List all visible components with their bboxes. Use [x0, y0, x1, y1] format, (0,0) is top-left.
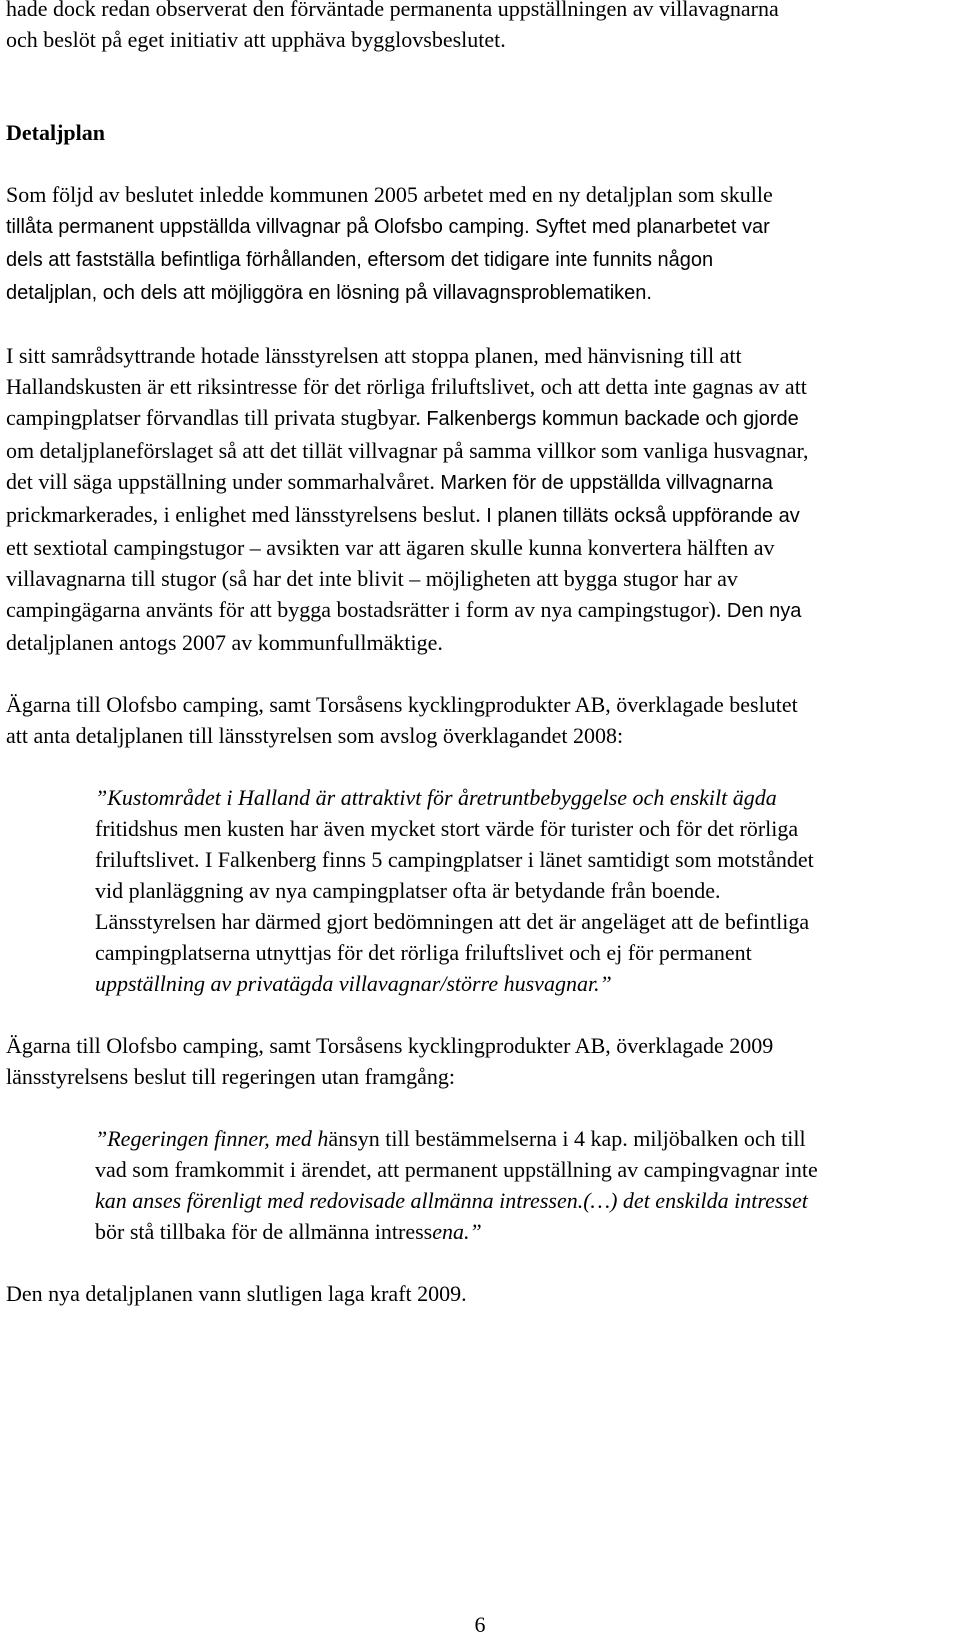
text-line: det vill säga uppställning under sommarhalvåret. [6, 469, 435, 494]
intro-line: och beslöt på eget initiativ att upphäva bygglovsbeslutet. [6, 27, 506, 52]
text-line: campingplatserna utnyttjas för det rörliga friluftslivet och ej för permanent [95, 940, 752, 965]
text-line: campingplatser förvandlas till privata stugbyar. [6, 405, 421, 430]
text-line: vad som framkommit i ärendet, att permanent uppställning av campingvagnar inte [95, 1157, 818, 1182]
text-line: ”Regeringen finner, med h [95, 1126, 329, 1151]
text-line: Marken för de uppställda villvagnarna [440, 472, 773, 494]
text-line: fritidshus men kusten har även mycket stort värde för turister och för det rörliga [95, 816, 799, 841]
spacer [6, 86, 956, 117]
text-line: detaljplanen antogs 2007 av kommunfullmäktige. [6, 630, 443, 655]
text-line: villavagnarna till stugor (så har det inte blivit – möjligheten att bygga stugor har av [6, 566, 738, 591]
text-line: Ägarna till Olofsbo camping, samt Torsåsens kycklingprodukter AB, överklagade 2009 [6, 1033, 774, 1058]
page-number: 6 [474, 1612, 486, 1637]
text-line: Den nya [726, 600, 802, 622]
text-line: detaljplan, och dels att möjliggöra en lösning på villavagnsproblematiken. [6, 282, 652, 304]
text-line: ”Kustområdet i Halland är attraktivt för åretruntbebyggelse och enskilt ägda [95, 785, 777, 810]
text-line: att anta detaljplanen till länsstyrelsen som avslog överklagandet 2008: [6, 723, 624, 748]
text-line: länsstyrelsens beslut till regeringen utan framgång: [6, 1064, 456, 1089]
text-line: Länsstyrelsen har därmed gjort bedömningen att det är angeläget att de befintliga [95, 909, 810, 934]
text-line: campingägarna använts för att bygga bostadsrätter i form av nya campingstugor). [6, 597, 722, 622]
quote-regeringen [95, 1123, 955, 1247]
text-line: ena.” [432, 1219, 482, 1244]
text-line: friluftslivet. I Falkenberg finns 5 campingplatser i länet samtidigt som motståndet [95, 847, 814, 872]
document-page [6, 0, 956, 1340]
text-line: bör stå tillbaka för de allmänna intress [95, 1219, 433, 1244]
text-line: uppställning av privatägda villavagnar/större husvagnar.” [95, 971, 612, 996]
text-line: Ägarna till Olofsbo camping, samt Torsåsens kycklingprodukter AB, överklagade beslutet [6, 692, 798, 717]
text-line: kan anses förenligt med redovisade allmänna intressen.(…) det enskilda intresset [95, 1188, 808, 1213]
text-line: Falkenbergs kommun backade och gjorde [426, 408, 799, 430]
text-line: dels att fastställa befintliga förhållanden, eftersom det tidigare inte funnits någon [6, 249, 714, 271]
text-line: ett sextiotal campingstugor – avsikten var att ägaren skulle kunna konvertera hälften av [6, 535, 775, 560]
text-line: prickmarkerades, i enlighet med länsstyrelsens beslut. [6, 502, 481, 527]
text-line: vid planläggning av nya campingplatser ofta är betydande från boende. [95, 878, 721, 903]
paragraph-1 [6, 179, 956, 309]
text-line: I planen tilläts också uppförande av [486, 505, 800, 527]
text-line: Hallandskusten är ett riksintresse för det rörliga friluftslivet, och att detta inte gagnas av att [6, 374, 807, 399]
paragraph-5: Den nya detaljplanen vann slutligen laga kraft 2009. [6, 1281, 467, 1306]
paragraph-2 [6, 340, 956, 658]
text-line: änsyn till bestämmelserna i 4 kap. miljöbalken och till [328, 1126, 806, 1151]
paragraph-4 [6, 1030, 956, 1092]
text-line: tillåta permanent uppställda villvagnar på Olofsbo camping. Syftet med planarbetet var [6, 216, 770, 238]
quote-lansstyrelsen [95, 782, 955, 999]
section-heading: Detaljplan [6, 120, 105, 145]
text-line: Som följd av beslutet inledde kommunen 2005 arbetet med en ny detaljplan som skulle [6, 182, 773, 207]
paragraph-3 [6, 689, 956, 751]
intro-paragraph [6, 0, 956, 55]
intro-line: hade dock redan observerat den förväntade permanenta uppställningen av villavagnarna [6, 0, 779, 21]
text-line: om detaljplaneförslaget så att det tillät villvagnar på samma villkor som vanliga husvagnar, [6, 438, 809, 463]
text-line: I sitt samrådsyttrande hotade länsstyrelsen att stoppa planen, med hänvisning till att [6, 343, 742, 368]
